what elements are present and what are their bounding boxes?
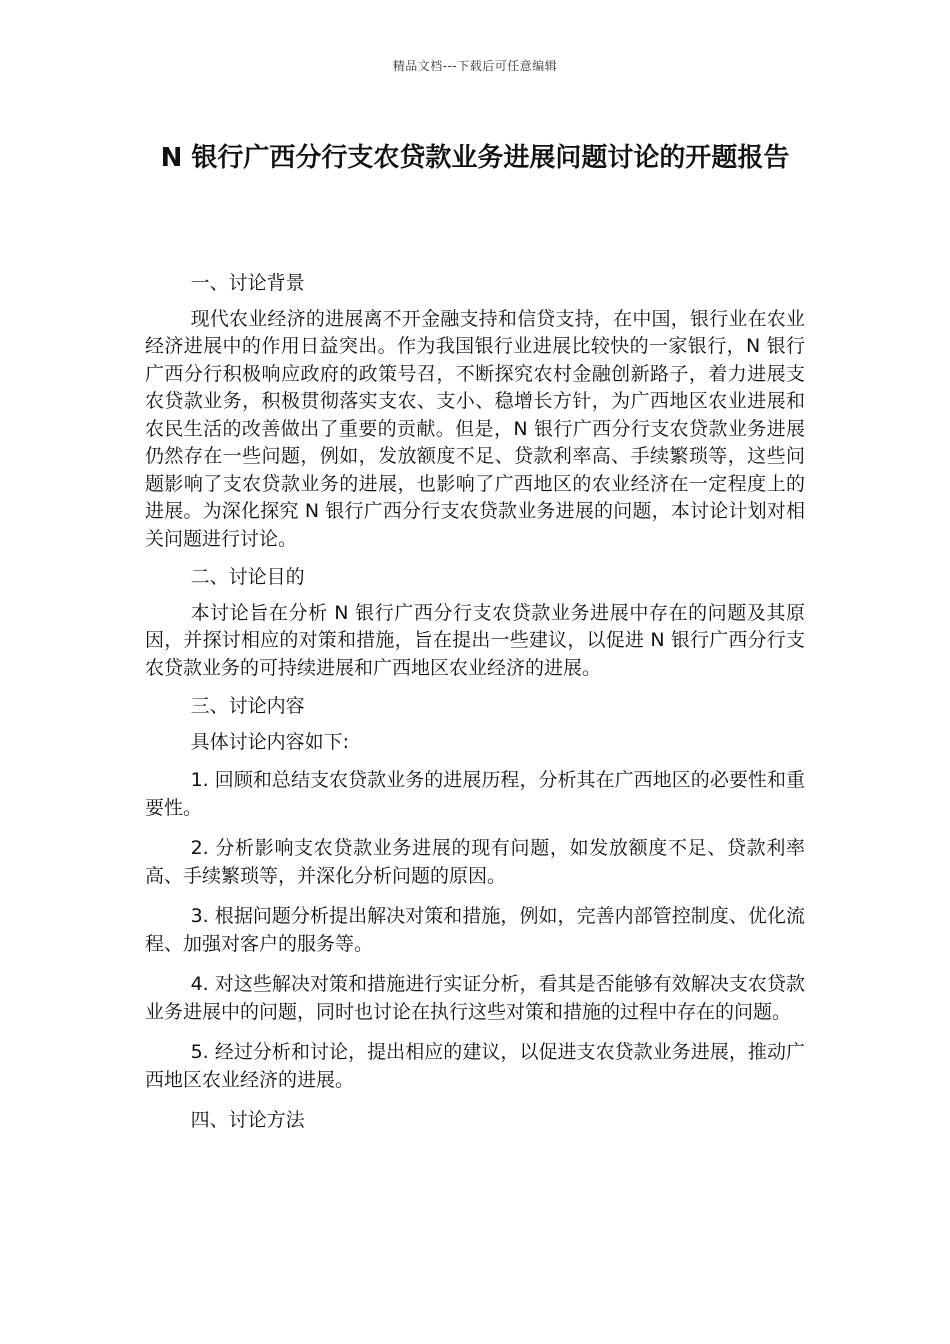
list-item-3: 3. 根据问题分析提出解决对策和措施，例如，完善内部管控制度、优化流程、加强对客户的服务等。 <box>145 905 805 955</box>
section-heading-purpose: 二、讨论目的 <box>190 566 305 588</box>
section-heading-content: 三、讨论内容 <box>190 695 305 717</box>
section-paragraph-content-intro: 具体讨论内容如下: <box>190 730 349 753</box>
header-note: 精品文档---下载后可任意编辑 <box>392 59 558 73</box>
section-paragraph-purpose: 本讨论旨在分析 N 银行广西分行支农贷款业务进展中存在的问题及其原因，并探讨相应的对策和措施，旨在提出一些建议，以促进 N 银行广西分行支农贷款业务的可持续进展和广西地区农业经济的进展。 <box>145 601 805 679</box>
section-heading-background: 一、讨论背景 <box>190 272 305 294</box>
section-paragraph-background: 现代农业经济的进展离不开金融支持和信贷支持，在中国，银行业在农业经济进展中的作用日益突出。作为我国银行业进展比较快的一家银行，N 银行广西分行积极响应政府的政策号召，不断探究农村金融创新路子，着力进展支农贷款业务，积极贯彻落实支农、支小、稳增长方针，为广西地区农业进展和农民生活的改善做出了重要的贡献。但是，N 银行广西分行支农贷款业务进展仍然存在一些问题，例如，发放额度不足、贷款利率高、手续繁琐等，这些问题影响了支农贷款业务的进展，也影响了广西地区的农业经济在一定程度上的进展。为深化探究 N 银行广西分行支农贷款业务进展的问题，本讨论计划对相关问题进行讨论。 <box>145 307 805 550</box>
document-body <box>145 270 805 1143</box>
section-heading-method: 四、讨论方法 <box>190 1109 305 1131</box>
list-item-1: 1. 回顾和总结支农贷款业务的进展历程，分析其在广西地区的必要性和重要性。 <box>145 769 805 819</box>
list-item-4: 4. 对这些解决对策和措施进行实证分析，看其是否能够有效解决支农贷款业务进展中的问题，同时也讨论在执行这些对策和措施的过程中存在的问题。 <box>145 973 805 1023</box>
list-item-2: 2. 分析影响支农贷款业务进展的现有问题，如发放额度不足、贷款利率高、手续繁琐等，并深化分析问题的原因。 <box>145 837 805 887</box>
list-item-5: 5. 经过分析和讨论，提出相应的建议，以促进支农贷款业务进展，推动广西地区农业经济的进展。 <box>145 1041 805 1091</box>
document-title: N 银行广西分行支农贷款业务进展问题讨论的开题报告 <box>160 143 790 173</box>
